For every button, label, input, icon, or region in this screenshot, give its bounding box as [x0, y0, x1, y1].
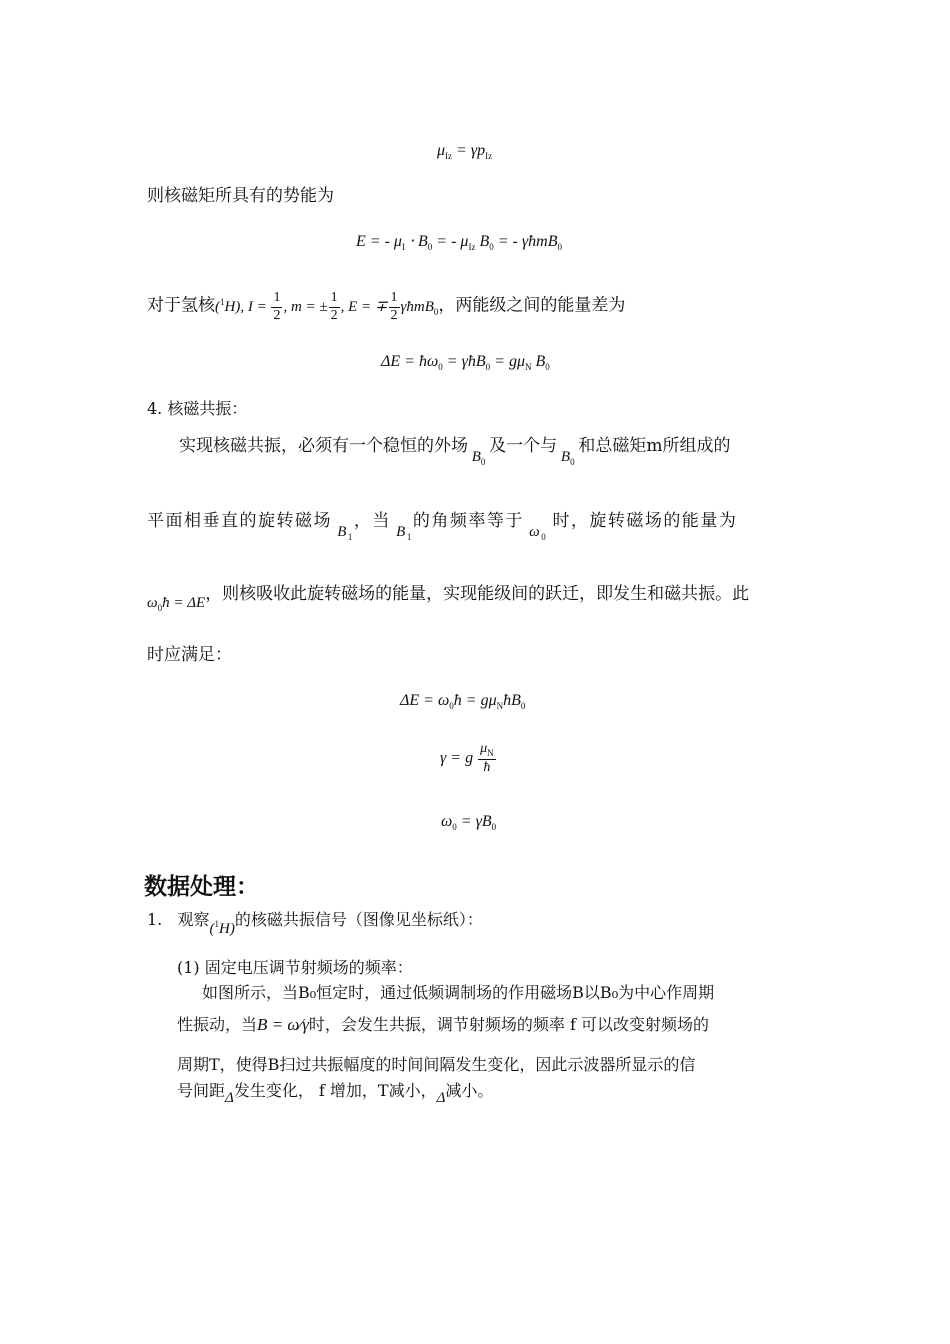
subitem1-line4-text-a: 号间距	[177, 1081, 226, 1100]
equation-potential-energy: E = - $\mu_I \cdot B_0$ = - $\mu_{Iz}$ $B_0$ = - γħmB$_0$	[356, 233, 562, 253]
item1-number: 1.	[147, 910, 163, 929]
nmr-line1-text-c: 和总磁矩m所组成的	[578, 436, 731, 456]
symbol-b1-second: $B_1$	[390, 524, 413, 542]
equation-b-omega-over-gamma: B = ω⁄γ	[257, 1015, 309, 1034]
subitem1-line4-text-c: 减小。	[445, 1081, 494, 1100]
symbol-delta: Δ	[225, 1090, 234, 1106]
paragraph-nmr-line1	[179, 436, 731, 467]
subitem1-line4	[177, 1081, 494, 1106]
nmr-line3-text: ，则核吸收此旋转磁场的能量，实现能级间的跃迁，即发生和磁共振。此	[205, 584, 750, 604]
subitem1-line2-text-a: 性振动，当	[177, 1015, 258, 1034]
equation-magnetic-moment-z: $\mu_{Iz} = \gamma p_{Iz}$	[437, 142, 493, 162]
subitem1-line3: 周期T，使得B扫过共振幅度的时间间隔发生变化，因此示波器所显示的信	[177, 1055, 696, 1074]
nmr-line2-text-d: 时，旋转磁场的能量为	[552, 511, 738, 531]
subitem1-line4-text-b: 发生变化， f 增加，T减小，	[233, 1081, 437, 1100]
nmr-line2-text-b: ，当	[353, 511, 391, 531]
text-hydrogen-suffix: ，两能级之间的能量差为	[438, 295, 626, 316]
symbol-b1: $B_1$	[332, 524, 354, 542]
item1-line	[147, 910, 483, 937]
equation-hydrogen-levels: ($^1$H), I = $\frac{1}{2}$ , m = ± $\frac{1}{2}$ , E = ∓ $\frac{1}{2}$ γħmB$_0$	[215, 290, 439, 323]
paragraph-nmr-line2	[147, 511, 738, 542]
heading-data-processing: 数据处理：	[144, 874, 259, 900]
subitem1-line2-text-b: 时，会发生共振，调节射频场的频率 f 可以改变射频场的	[308, 1015, 710, 1034]
nmr-line2-text-c: 的角频率等于	[412, 511, 524, 531]
symbol-omega0: $\omega_0$	[523, 524, 548, 542]
symbol-b0: $B_0$	[468, 449, 486, 467]
text-potential-energy: 则核磁矩所具有的势能为	[147, 186, 334, 206]
subitem1-line2	[177, 1016, 709, 1033]
item1-text-b: 的核磁共振信号（图像见坐标纸）：	[234, 910, 483, 929]
paragraph-nmr-line4: 时应满足：	[147, 645, 232, 665]
text-hydrogen-prefix: 对于氢核	[147, 295, 215, 316]
equation-resonance-condition: $\Delta E = \omega_0ħ$ = $g\mu_NħB_0$	[400, 692, 526, 712]
equation-omega-hbar-deltae: $\omega_0ħ = \Delta E$	[147, 595, 206, 613]
equation-larmor-frequency: $\omega_0 = \gamma B_0$	[441, 813, 497, 833]
nmr-line1-text-a: 实现核磁共振，必须有一个稳恒的外场	[179, 436, 468, 456]
nmr-line2-text-a: 平面相垂直的旋转磁场	[147, 511, 332, 531]
equation-energy-difference: $\Delta E = ħ\omega_0$ = γħB$_0$ = $g\mu_N$ $B_0$	[381, 353, 550, 373]
paragraph-nmr-line3	[147, 584, 750, 613]
text-hydrogen-line	[147, 290, 625, 325]
item1-text-a: 观察	[177, 910, 210, 929]
subitem1-title: (1) 固定电压调节射频场的频率：	[177, 958, 413, 977]
subitem1-line1: 如图所示，当B₀恒定时，通过低频调制场的作用磁场B以B₀为中心作周期	[202, 983, 715, 1002]
nmr-line1-text-b: 及一个与	[489, 436, 558, 456]
equation-gyromagnetic-ratio: γ = g $\frac{\mu_N}{ħ}$	[440, 741, 494, 775]
symbol-hydrogen-nucleus: ($^1$H)	[209, 919, 235, 937]
symbol-b0-second: $B_0$	[557, 449, 575, 467]
section-title-nmr: 4. 核磁共振：	[147, 399, 248, 418]
symbol-delta-second: Δ	[436, 1090, 446, 1106]
